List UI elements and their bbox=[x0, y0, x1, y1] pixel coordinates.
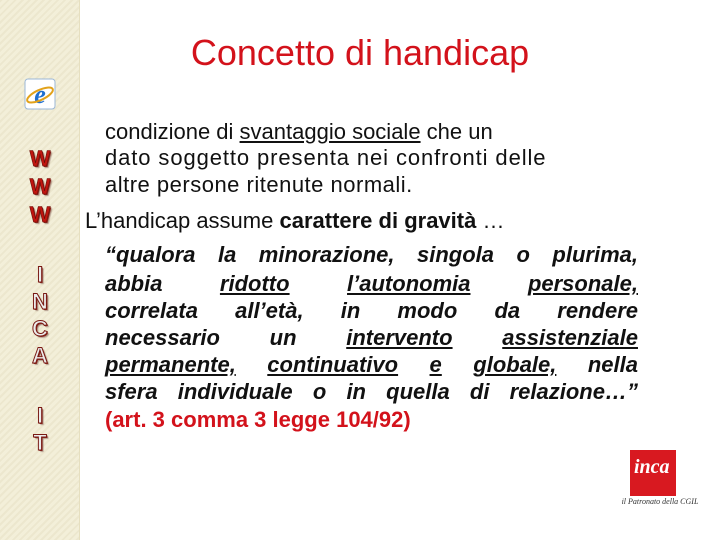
quote-word: o bbox=[516, 242, 530, 267]
slide-title: Concetto di handicap bbox=[190, 32, 530, 73]
text-segment: … bbox=[476, 208, 505, 233]
quote-word-underlined: l’autonomia bbox=[347, 271, 471, 296]
body-line-1 bbox=[105, 119, 493, 145]
body-line-3: altre persone ritenute normali. bbox=[105, 172, 413, 197]
sidebar-letter: C bbox=[32, 316, 48, 341]
inca-logo bbox=[610, 450, 710, 508]
quote-word: plurima, bbox=[552, 242, 638, 267]
underlined-term: svantaggio sociale bbox=[239, 119, 421, 144]
quote-word: da bbox=[494, 298, 521, 323]
quote-word: singola bbox=[416, 242, 494, 267]
quote-word: correlata bbox=[105, 298, 198, 323]
quote-line-1 bbox=[105, 242, 638, 268]
sidebar-panel bbox=[0, 0, 80, 540]
quote-word: rendere bbox=[557, 298, 638, 323]
quote-line-4 bbox=[105, 325, 638, 351]
text-segment: condizione di bbox=[105, 119, 240, 144]
quote-word: relazione…” bbox=[509, 379, 638, 404]
sidebar-letter: W bbox=[29, 146, 51, 171]
quote-word-underlined: personale, bbox=[527, 271, 638, 296]
body-line-4 bbox=[85, 208, 504, 234]
logo-tagline: il Patronato della CGIL bbox=[621, 497, 699, 506]
quote-word-underlined: intervento bbox=[346, 325, 453, 350]
svg-text:e: e bbox=[34, 80, 46, 109]
bold-term: carattere di gravità bbox=[279, 208, 477, 233]
quote-word: minorazione, bbox=[258, 242, 395, 267]
quote-word-underlined: globale, bbox=[473, 352, 557, 377]
quote-word: all’età, bbox=[235, 298, 304, 323]
sidebar-letter: I bbox=[36, 403, 44, 428]
quote-line-6 bbox=[105, 379, 638, 405]
sidebar-letter: W bbox=[29, 202, 51, 227]
law-reference: (art. 3 comma 3 legge 104/92) bbox=[105, 407, 411, 432]
quote-word: la bbox=[217, 242, 237, 267]
quote-word: in bbox=[346, 379, 366, 404]
quote-word-underlined: ridotto bbox=[219, 271, 290, 296]
quote-word: individuale bbox=[177, 379, 293, 404]
quote-line-5 bbox=[105, 352, 638, 378]
text-segment: che un bbox=[420, 119, 493, 144]
logo-wordmark: inca bbox=[634, 456, 670, 478]
sidebar-letter: A bbox=[32, 343, 48, 368]
quote-line-3 bbox=[105, 298, 638, 324]
quote-word: sfera bbox=[105, 379, 158, 404]
sidebar-letter: I bbox=[36, 262, 44, 287]
quote-word-underlined: assistenziale bbox=[502, 325, 638, 350]
sidebar-letter: W bbox=[29, 174, 51, 199]
body-line-2: dato soggetto presenta nei confronti delle bbox=[105, 145, 547, 170]
quote-word: un bbox=[269, 325, 297, 350]
internet-explorer-icon[interactable] bbox=[24, 78, 56, 110]
quote-word-underlined: continuativo bbox=[267, 352, 399, 377]
quote-line-2 bbox=[105, 271, 638, 297]
quote-word: modo bbox=[397, 298, 458, 323]
sidebar-letter: N bbox=[32, 289, 48, 314]
quote-word: in bbox=[340, 298, 361, 323]
quote-word: necessario bbox=[105, 325, 220, 350]
quote-word: di bbox=[469, 379, 490, 404]
quote-word: o bbox=[312, 379, 327, 404]
sidebar-letter: T bbox=[33, 430, 47, 455]
quote-word-underlined: e bbox=[429, 352, 442, 377]
quote-word: abbia bbox=[105, 271, 163, 296]
quote-word: nella bbox=[587, 352, 638, 377]
text-segment: L’handicap assume bbox=[85, 208, 280, 233]
quote-word: quella bbox=[386, 379, 450, 404]
quote-word: “qualora bbox=[105, 242, 196, 267]
quote-word-underlined: permanente, bbox=[105, 352, 236, 377]
